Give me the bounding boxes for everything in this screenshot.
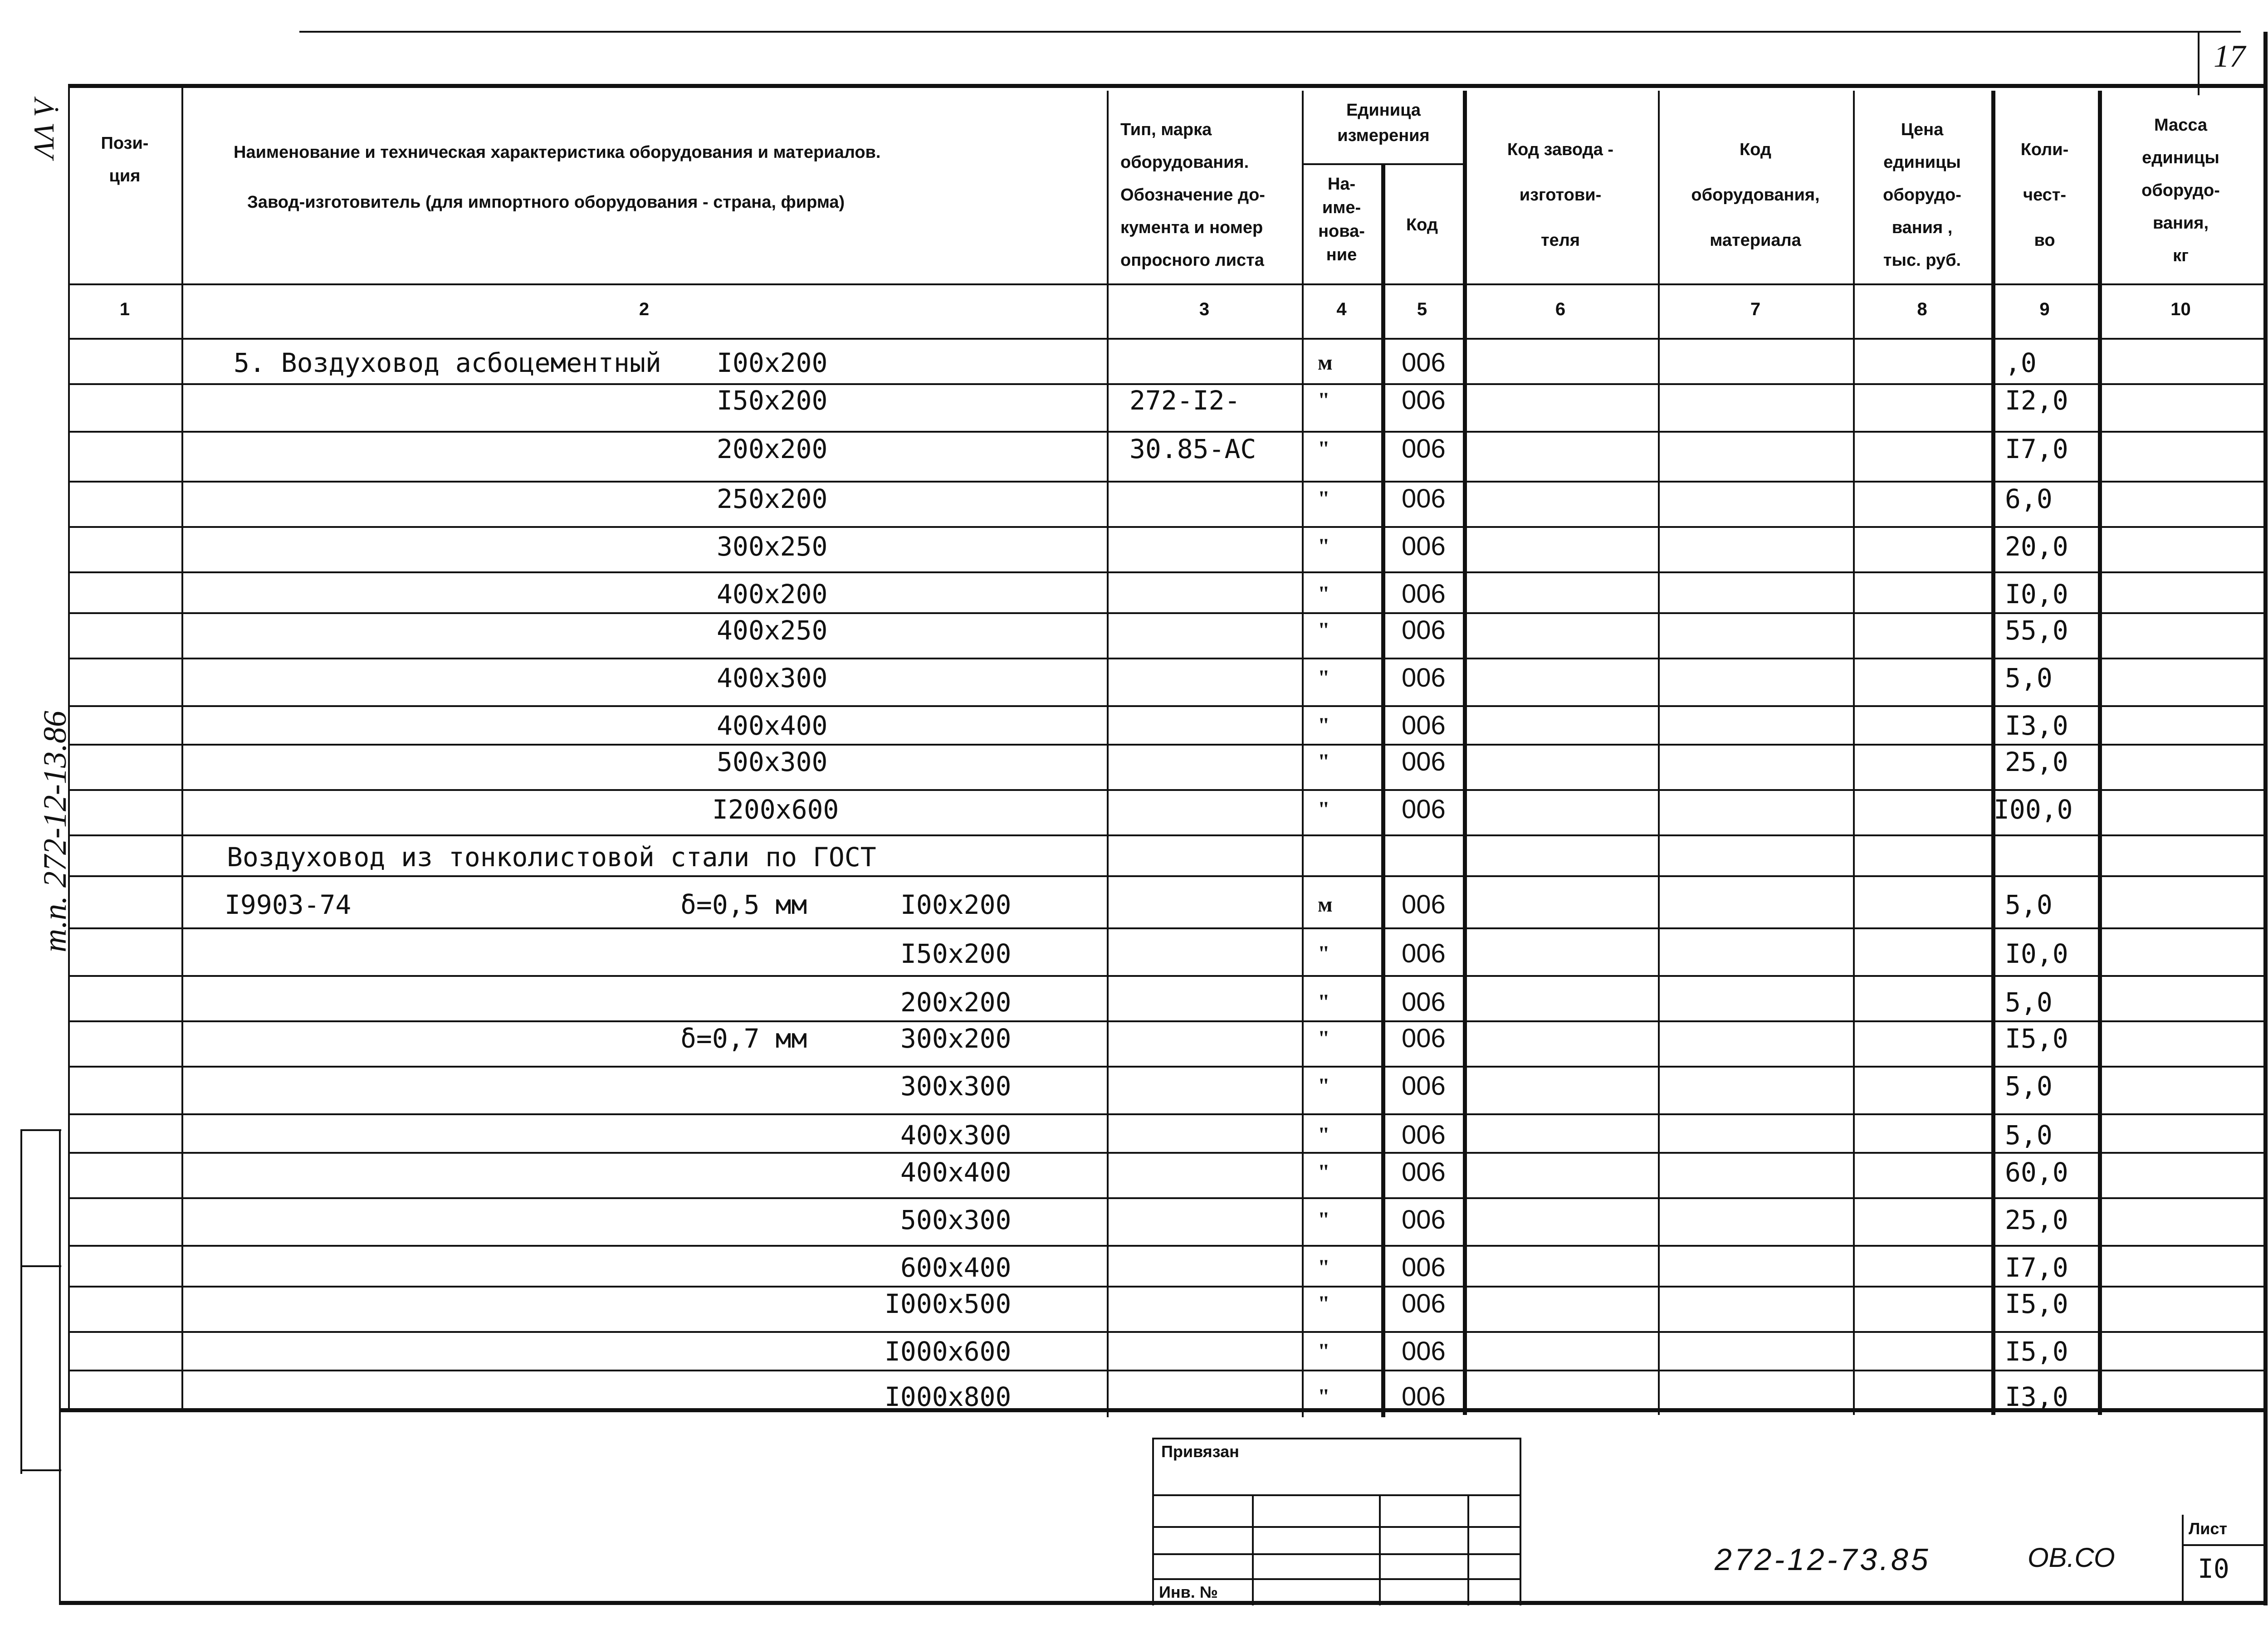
unit-code: 006 xyxy=(1402,1071,1446,1101)
unit-code: 006 xyxy=(1402,1336,1446,1366)
page-number: 17 xyxy=(2214,39,2245,74)
unit-name: " xyxy=(1318,618,1330,642)
header-price: Цена единицы оборудо- вания , тыс. руб. xyxy=(1883,120,1961,270)
header-mass: Масса единицы оборудо- вания, кг xyxy=(2141,116,2220,265)
item-size: I00х200 xyxy=(900,889,1012,920)
row-divider xyxy=(68,1286,2266,1288)
unit-name: " xyxy=(1318,1255,1330,1279)
item-quantity: 55,0 xyxy=(2005,615,2068,646)
item-size: 500х300 xyxy=(900,1205,1012,1235)
column-number-8: 8 xyxy=(1917,299,1927,319)
stamp-sheet-number: I0 xyxy=(2198,1553,2229,1584)
item-size: I000х800 xyxy=(885,1381,1012,1412)
unit-code: 006 xyxy=(1402,348,1446,377)
stamp-inventory-label: Инв. № xyxy=(1159,1583,1218,1601)
stamp-mark: ОВ.СО xyxy=(2028,1542,2115,1573)
unit-code: 006 xyxy=(1402,987,1446,1017)
unit-code: 006 xyxy=(1402,1120,1446,1150)
row-divider xyxy=(68,1331,2266,1333)
item-size: I50х200 xyxy=(717,385,828,416)
item-quantity: 5,0 xyxy=(2005,889,2053,920)
row-divider xyxy=(68,612,2266,614)
item-name: 5. Воздуховод асбоцементный xyxy=(234,347,661,378)
row-divider xyxy=(68,1113,2266,1115)
stamp-sheet-label: Лист xyxy=(2189,1519,2228,1538)
column-number-6: 6 xyxy=(1555,299,1566,319)
table-bottom-border xyxy=(59,1408,2263,1412)
unit-code: 006 xyxy=(1402,663,1446,693)
unit-name: " xyxy=(1318,990,1330,1014)
unit-name: " xyxy=(1318,437,1330,461)
row-divider xyxy=(68,927,2266,929)
row-divider xyxy=(68,1197,2266,1199)
header-unit-name: На- име- нова- ние xyxy=(1318,175,1365,264)
header-bottom-line xyxy=(68,283,2266,285)
column-numbers-bottom-line xyxy=(68,338,2266,340)
unit-code: 006 xyxy=(1402,434,1446,463)
row-divider xyxy=(68,744,2266,746)
item-quantity: 5,0 xyxy=(2005,663,2053,693)
row-divider xyxy=(68,1066,2266,1068)
header-quantity: Коли- чест- во xyxy=(2020,140,2069,250)
item-document: 30.85-АС xyxy=(1129,434,1256,464)
unit-code: 006 xyxy=(1402,795,1446,824)
header-unit: Единица измерения xyxy=(1337,101,1430,145)
table-left-border xyxy=(68,84,70,1410)
row-divider xyxy=(68,834,2266,836)
item-size: I00х200 xyxy=(717,347,828,378)
unit-name: " xyxy=(1318,582,1330,606)
stamp-linked-label: Привязан xyxy=(1161,1442,1239,1461)
row-divider xyxy=(68,1370,2266,1371)
item-size: 400х200 xyxy=(717,579,828,610)
binding-strip-inner xyxy=(59,1129,61,1601)
item-name: I9903-74 xyxy=(225,889,352,920)
item-size: 400х400 xyxy=(717,710,828,741)
header-name-line1: Наименование и техническая характеристика оборудования и материалов. xyxy=(234,143,881,162)
unit-code: 006 xyxy=(1402,747,1446,776)
header-equipment-code: Код оборудования, материала xyxy=(1691,140,1820,250)
unit-name: " xyxy=(1318,1208,1330,1232)
header-type: Тип, марка оборудования. Обозначение до- кумента и номер опросного листа xyxy=(1120,120,1265,270)
unit-code: 006 xyxy=(1402,532,1446,561)
unit-name: " xyxy=(1318,1123,1330,1147)
item-size: I200х600 xyxy=(712,794,839,825)
item-size: 250х200 xyxy=(717,483,828,514)
unit-name: " xyxy=(1318,1385,1330,1409)
unit-code: 006 xyxy=(1402,579,1446,609)
row-divider xyxy=(68,789,2266,791)
row-divider xyxy=(68,1020,2266,1022)
item-thickness: δ=0,7 мм xyxy=(680,1023,807,1054)
unit-name: " xyxy=(1318,487,1330,511)
unit-name: " xyxy=(1318,941,1330,966)
column-number-3: 3 xyxy=(1199,299,1210,319)
item-quantity: I7,0 xyxy=(2005,434,2068,464)
header-name-line2: Завод-изготовитель (для импортного оборудования - страна, фирма) xyxy=(247,193,845,212)
item-thickness: δ=0,5 мм xyxy=(680,889,807,920)
item-quantity: I00,0 xyxy=(1994,794,2073,825)
unit-code: 006 xyxy=(1402,711,1446,740)
table-top-border xyxy=(68,84,2266,88)
item-quantity: 5,0 xyxy=(2005,987,2053,1018)
unit-code: 006 xyxy=(1402,1205,1446,1234)
side-doc-number: т.п. 272-12-13.86 xyxy=(37,711,73,952)
unit-code: 006 xyxy=(1402,385,1446,415)
item-quantity: I2,0 xyxy=(2005,385,2068,416)
item-quantity: I7,0 xyxy=(2005,1252,2068,1283)
item-size: 400х400 xyxy=(900,1157,1012,1188)
column-number-7: 7 xyxy=(1750,299,1761,319)
item-size: I50х200 xyxy=(900,938,1012,969)
item-quantity: 25,0 xyxy=(2005,1205,2068,1235)
item-quantity: I5,0 xyxy=(2005,1288,2068,1319)
row-divider xyxy=(68,975,2266,977)
header-unit-code: Код xyxy=(1406,215,1438,234)
unit-code: 006 xyxy=(1402,1157,1446,1187)
item-quantity: ,0 xyxy=(2005,347,2037,378)
unit-code: 006 xyxy=(1402,1289,1446,1318)
unit-name: " xyxy=(1318,1074,1330,1098)
item-size: 500х300 xyxy=(717,746,828,777)
item-size: 300х250 xyxy=(717,531,828,562)
binding-strip-outer xyxy=(20,1129,22,1474)
top-border xyxy=(299,31,2241,33)
row-divider xyxy=(68,875,2266,877)
item-quantity: I5,0 xyxy=(2005,1023,2068,1054)
stamp-document-code: 272-12-73.85 xyxy=(1715,1542,1931,1577)
unit-name: " xyxy=(1318,388,1330,412)
item-document: 272-I2- xyxy=(1129,385,1241,416)
item-quantity: I0,0 xyxy=(2005,938,2068,969)
row-divider xyxy=(68,431,2266,433)
item-quantity: 25,0 xyxy=(2005,746,2068,777)
unit-name: " xyxy=(1318,666,1330,690)
row-divider xyxy=(68,571,2266,573)
row-divider xyxy=(68,526,2266,528)
item-quantity: 6,0 xyxy=(2005,483,2053,514)
column-number-2: 2 xyxy=(639,299,650,319)
item-size: 300х200 xyxy=(900,1023,1012,1054)
unit-code: 006 xyxy=(1402,890,1446,919)
item-size: 200х200 xyxy=(900,987,1012,1018)
column-number-1: 1 xyxy=(119,299,130,319)
item-size: I000х500 xyxy=(885,1288,1012,1319)
unit-code: 006 xyxy=(1402,484,1446,513)
column-number-10: 10 xyxy=(2170,299,2191,319)
unit-name: " xyxy=(1318,750,1330,774)
unit-name: " xyxy=(1318,1026,1330,1050)
item-quantity: 5,0 xyxy=(2005,1120,2053,1151)
row-divider xyxy=(68,705,2266,707)
item-quantity: 5,0 xyxy=(2005,1071,2053,1102)
unit-name: м xyxy=(1318,893,1333,917)
unit-code: 006 xyxy=(1402,1382,1446,1411)
row-divider xyxy=(68,481,2266,483)
item-quantity: I0,0 xyxy=(2005,579,2068,610)
column-number-4: 4 xyxy=(1336,299,1347,319)
item-quantity: I3,0 xyxy=(2005,710,2068,741)
item-name: Воздуховод из тонколистовой стали по ГОСТ xyxy=(227,842,876,873)
side-mark-top: ΛΛ Ṿ xyxy=(28,99,60,159)
item-size: 400х300 xyxy=(717,663,828,693)
item-quantity: 20,0 xyxy=(2005,531,2068,562)
unit-name: " xyxy=(1318,1292,1330,1316)
row-divider xyxy=(68,658,2266,659)
item-size: 200х200 xyxy=(717,434,828,464)
item-size: 400х250 xyxy=(717,615,828,646)
item-size: 600х400 xyxy=(900,1252,1012,1283)
unit-name: м xyxy=(1318,351,1333,375)
unit-code: 006 xyxy=(1402,615,1446,645)
column-number-9: 9 xyxy=(2039,299,2050,319)
unit-code: 006 xyxy=(1402,1024,1446,1053)
item-size: 300х300 xyxy=(900,1071,1012,1102)
unit-code: 006 xyxy=(1402,1253,1446,1282)
unit-name: " xyxy=(1318,534,1330,558)
sheet-bottom-border xyxy=(59,1601,2263,1605)
header-position: Пози- ция xyxy=(101,134,149,185)
row-divider xyxy=(68,1245,2266,1247)
item-quantity: I3,0 xyxy=(2005,1381,2068,1412)
unit-name: " xyxy=(1318,1339,1330,1363)
item-size: 400х300 xyxy=(900,1120,1012,1151)
unit-name: " xyxy=(1318,713,1330,737)
unit-name: " xyxy=(1318,1160,1330,1184)
item-quantity: I5,0 xyxy=(2005,1336,2068,1367)
unit-code: 006 xyxy=(1402,939,1446,968)
header-factory-code: Код завода - изготови- теля xyxy=(1507,140,1614,250)
item-size: I000х600 xyxy=(885,1336,1012,1367)
item-quantity: 60,0 xyxy=(2005,1157,2068,1188)
row-divider xyxy=(68,1152,2266,1154)
column-number-5: 5 xyxy=(1417,299,1427,319)
unit-name: " xyxy=(1318,797,1330,821)
